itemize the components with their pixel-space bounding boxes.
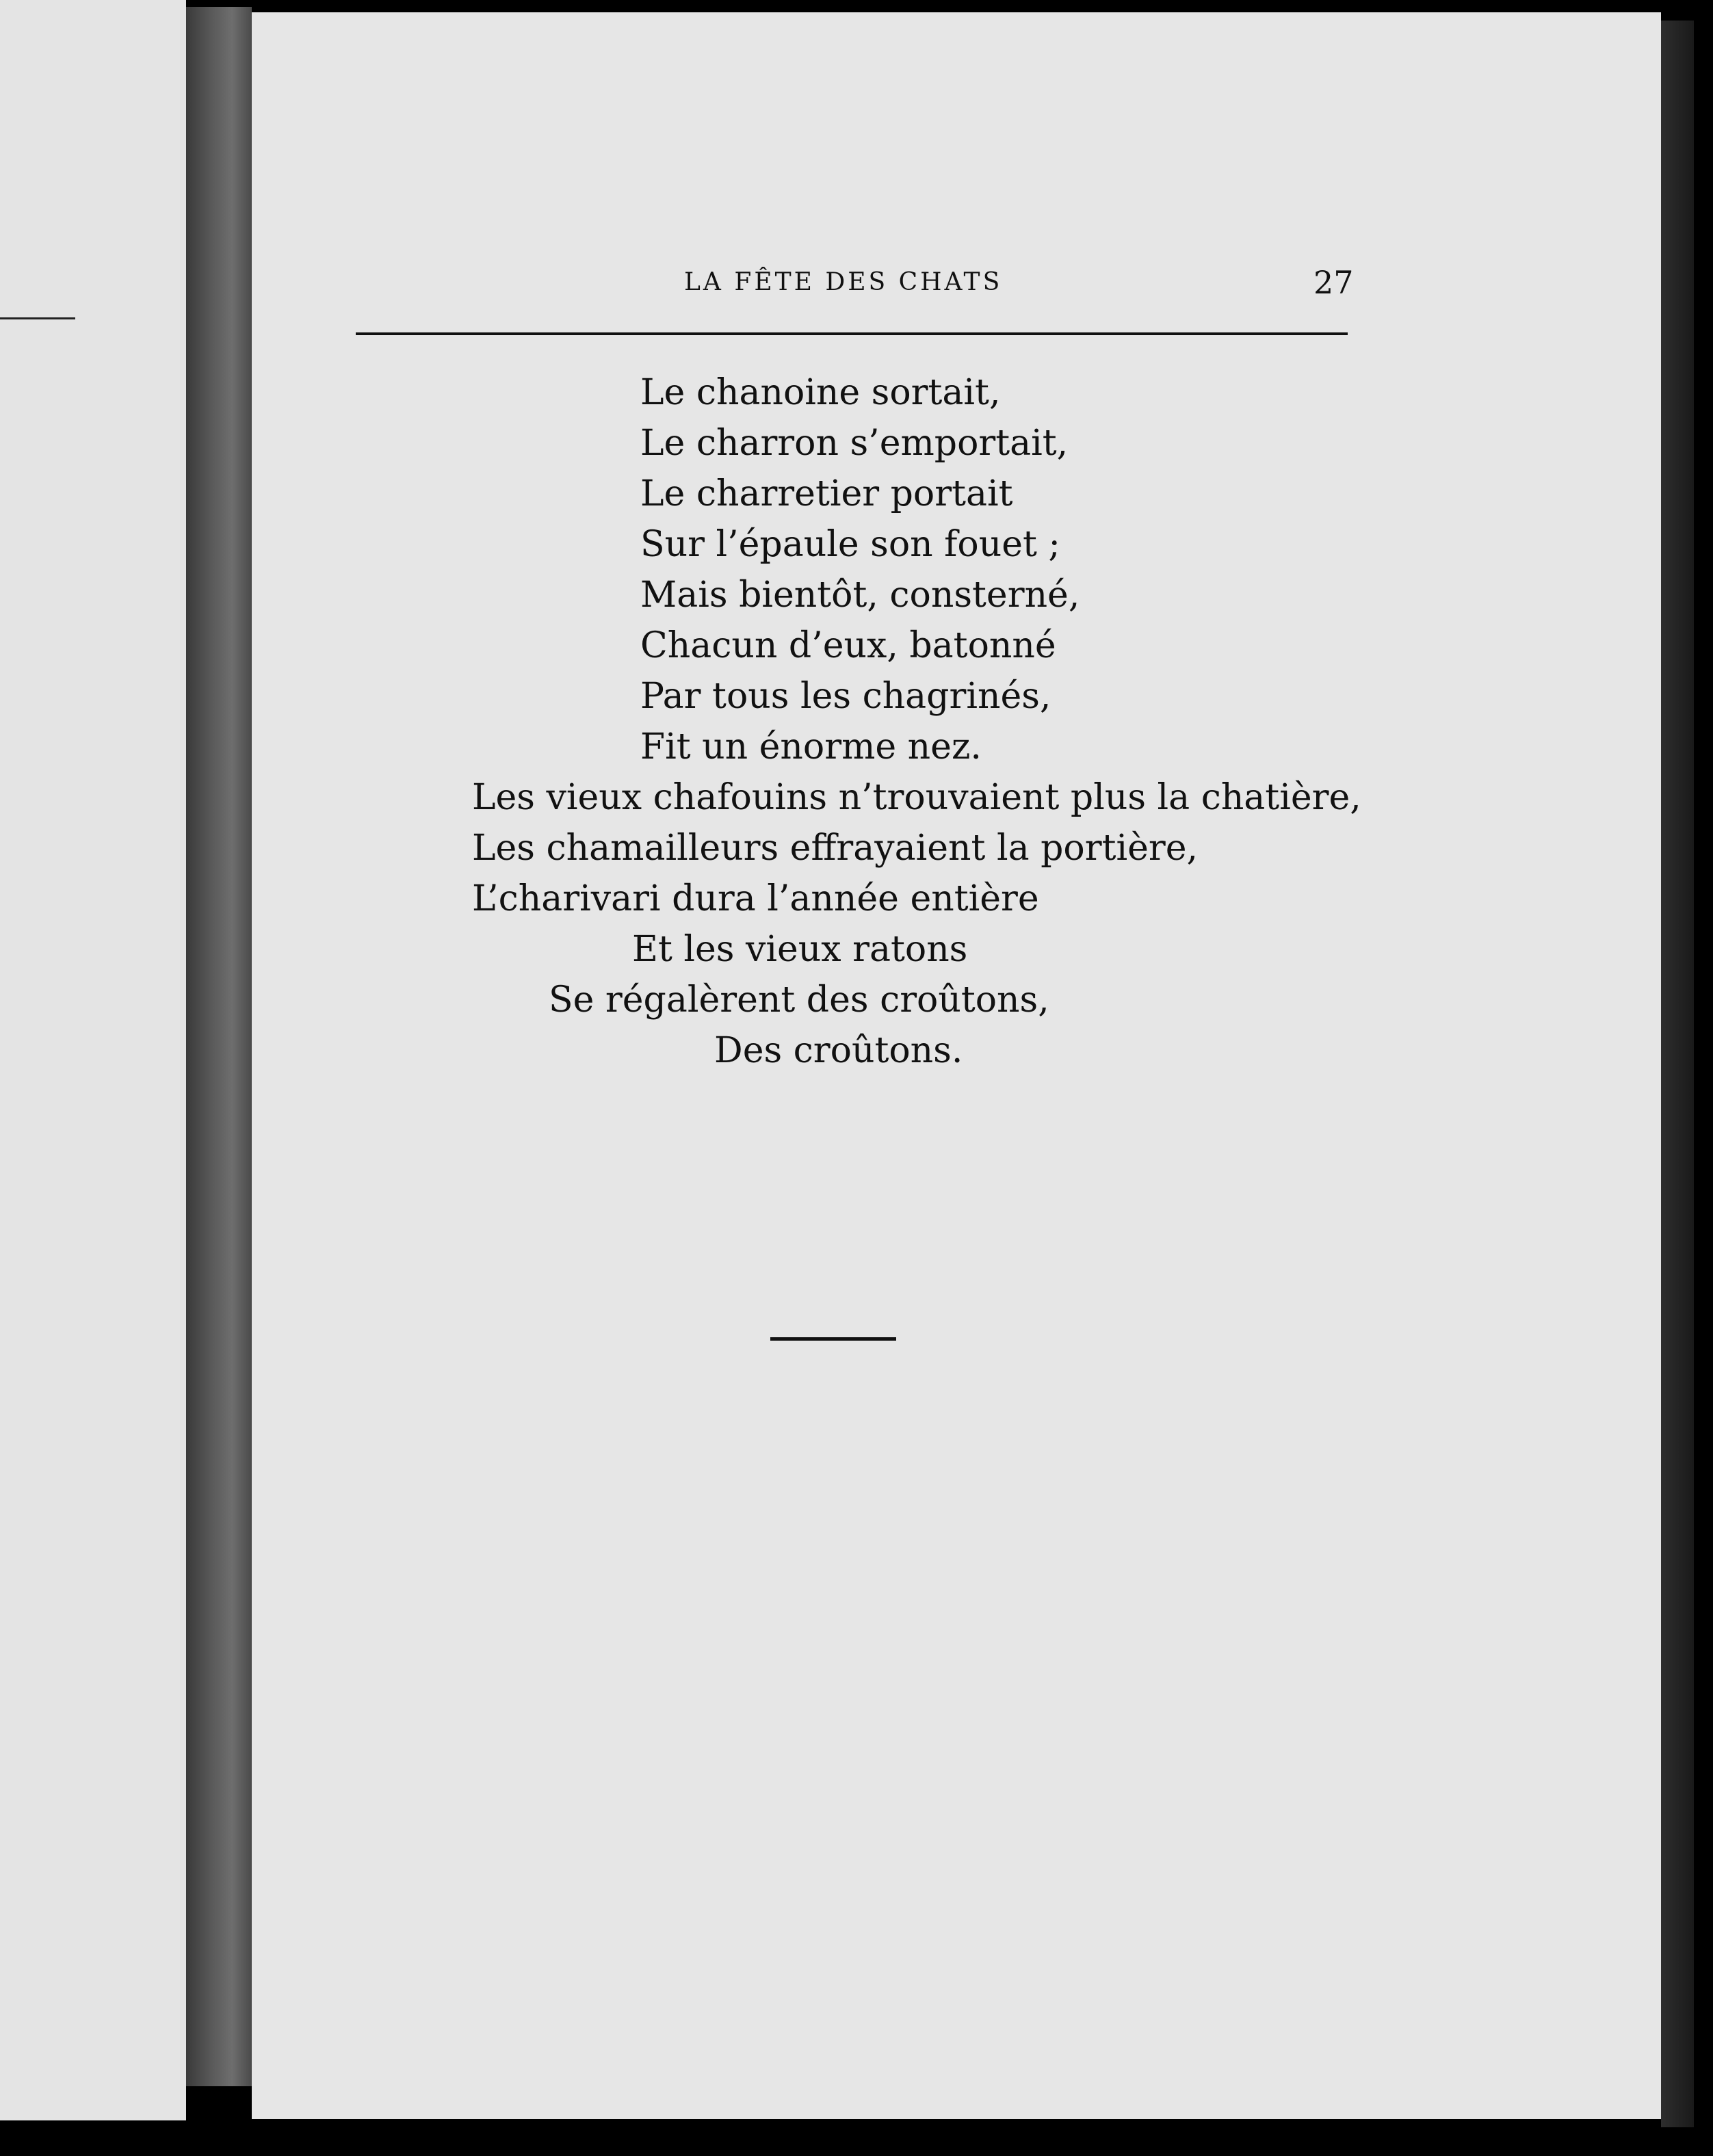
verse-line: Les vieux chafouins n’trouvaient plus la chatière, — [472, 777, 1361, 818]
header-rule — [356, 332, 1348, 335]
verse-line: Le chanoine sortait, — [640, 372, 1001, 413]
end-rule — [770, 1337, 896, 1341]
verse-line: Sur l’épaule son fouet ; — [640, 524, 1060, 565]
verse-line: Fit un énorme nez. — [640, 726, 982, 767]
verse-line: Par tous les chagrinés, — [640, 676, 1051, 717]
book-gutter — [186, 7, 252, 2086]
running-title: LA FÊTE DES CHATS — [684, 268, 1003, 296]
verse-line: Le charron s’emportait, — [640, 423, 1069, 464]
page-number: 27 — [1313, 264, 1354, 301]
facing-page-rule — [0, 317, 75, 319]
verse-line: L’charivari dura l’année entière — [472, 878, 1039, 919]
verse-line: Les chamailleurs effrayaient la portière, — [472, 828, 1199, 869]
page-edge — [1661, 21, 1694, 2127]
verse-line: Se régalèrent des croûtons, — [549, 980, 1049, 1021]
facing-page — [0, 0, 186, 2120]
verse-line: Des croûtons. — [714, 1030, 963, 1071]
verse-line: Mais bientôt, consterné, — [640, 575, 1080, 616]
verse-line: Chacun d’eux, batonné — [640, 625, 1056, 666]
verse-line: Et les vieux ratons — [632, 929, 968, 970]
verse-line: Le charretier portait — [640, 473, 1013, 514]
